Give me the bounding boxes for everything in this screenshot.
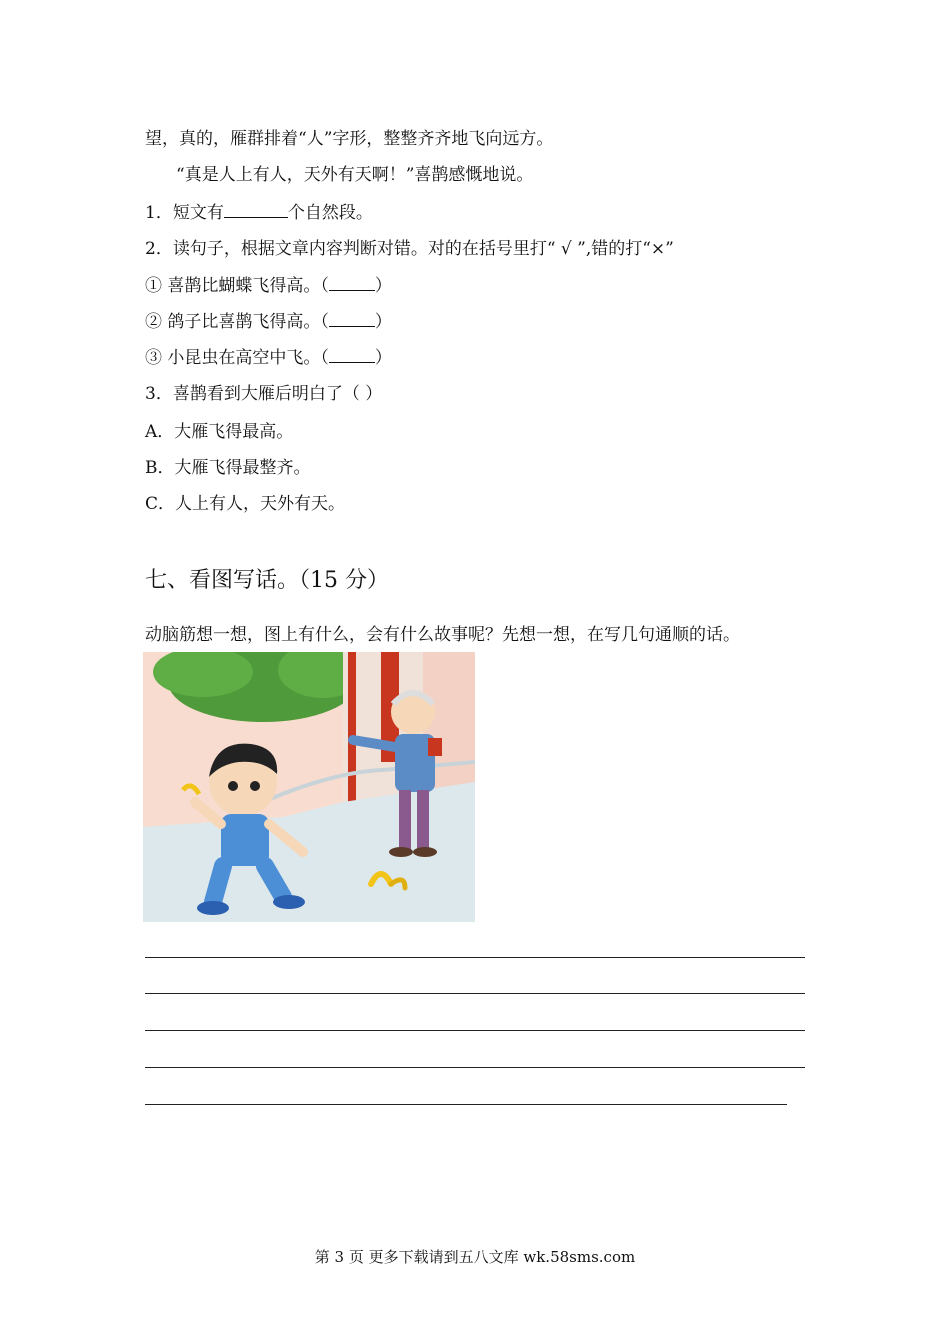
answer-blank[interactable] <box>224 201 288 218</box>
option-b: B．大雁飞得最整齐。 <box>145 458 311 478</box>
question-3: 3．喜鹊看到大雁后明白了（ ） <box>145 384 383 404</box>
answer-blank[interactable] <box>329 346 375 363</box>
question-2-item-2 <box>145 310 392 333</box>
illustration <box>143 652 475 922</box>
question-2: 2．读句子，根据文章内容判断对错。对的在括号里打“ √ ”,错的打“×” <box>145 239 674 259</box>
item-text: ③ 小昆虫在高空中飞。（ <box>145 348 329 368</box>
writing-line[interactable] <box>145 1067 805 1068</box>
writing-line[interactable] <box>145 1104 787 1105</box>
answer-blank[interactable] <box>329 274 375 291</box>
answer-blank[interactable] <box>329 310 375 327</box>
writing-line[interactable] <box>145 957 805 958</box>
section-prompt: 动脑筋想一想，图上有什么，会有什么故事呢？先想一想，在写几句通顺的话。 <box>145 625 740 645</box>
question-2-item-1 <box>145 274 392 297</box>
passage-line-2: “真是人上有人，天外有天啊！”喜鹊感慨地说。 <box>176 165 534 185</box>
question-1-prefix: 1．短文有 <box>145 203 224 223</box>
writing-line[interactable] <box>145 993 805 994</box>
item-close: ） <box>374 276 392 296</box>
page-footer: 第 3 页 更多下载请到五八文库 wk.58sms.com <box>314 1248 636 1266</box>
item-close: ） <box>374 312 392 332</box>
passage-line-1: 望，真的，雁群排着“人”字形，整整齐齐地飞向远方。 <box>145 129 554 149</box>
boy-and-banana-illustration <box>143 652 475 922</box>
item-close: ） <box>374 348 392 368</box>
writing-line[interactable] <box>145 1030 805 1031</box>
item-text: ① 喜鹊比蝴蝶飞得高。（ <box>145 276 329 296</box>
question-1 <box>145 201 373 224</box>
question-2-item-3 <box>145 346 392 369</box>
option-c: C．人上有人，天外有天。 <box>145 494 346 514</box>
option-a: A．大雁飞得最高。 <box>145 422 294 442</box>
question-1-suffix: 个自然段。 <box>287 203 373 223</box>
section-heading: 七、看图写话。（15 分） <box>145 568 389 593</box>
item-text: ② 鸽子比喜鹊飞得高。（ <box>145 312 329 332</box>
